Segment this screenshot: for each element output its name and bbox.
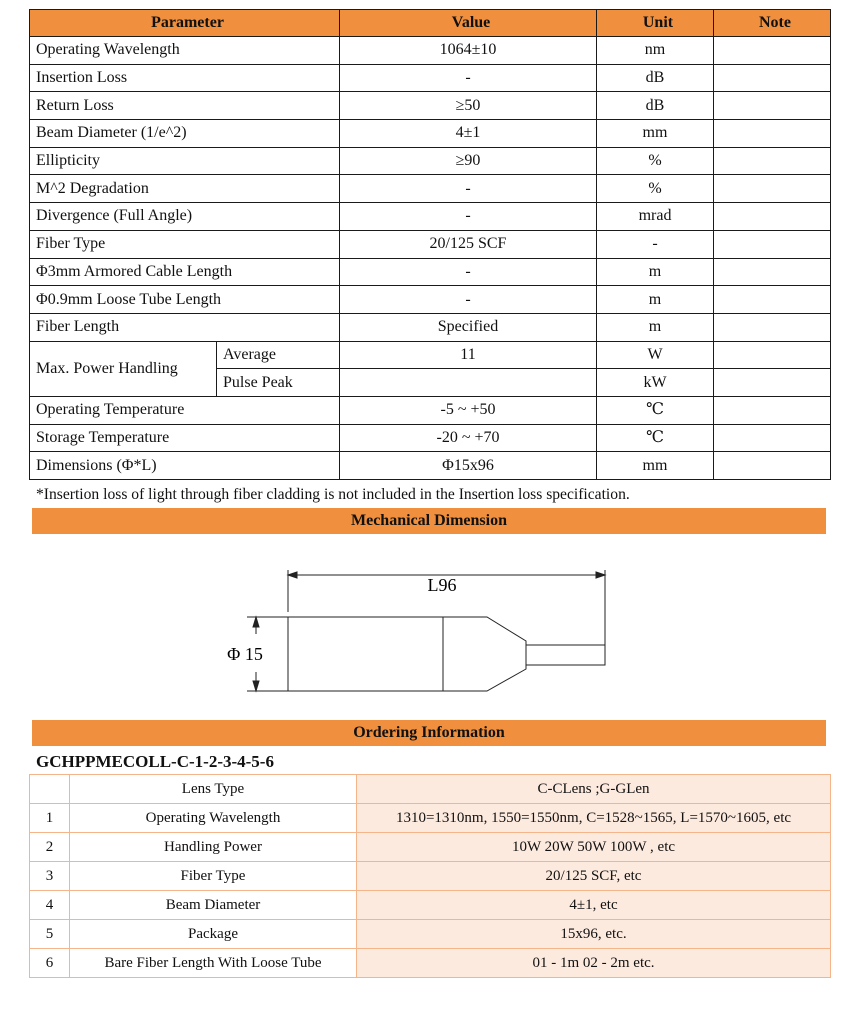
spec-parameter: Ellipticity	[30, 147, 340, 175]
order-name: Fiber Type	[70, 862, 357, 891]
power-pulse-label: Pulse Peak	[217, 369, 340, 397]
diameter-label: Φ 15	[227, 644, 263, 664]
spec-unit: mm	[597, 452, 714, 480]
order-index: 6	[30, 949, 70, 978]
order-name: Handling Power	[70, 833, 357, 862]
spec-unit: %	[597, 147, 714, 175]
spec-unit: ℃	[597, 396, 714, 424]
order-index: 1	[30, 804, 70, 833]
spec-parameter: Storage Temperature	[30, 424, 340, 452]
spec-parameter: Return Loss	[30, 92, 340, 120]
spec-unit: mrad	[597, 203, 714, 231]
order-name: Package	[70, 920, 357, 949]
order-name: Bare Fiber Length With Loose Tube	[70, 949, 357, 978]
spec-unit: m	[597, 286, 714, 314]
footnote: *Insertion loss of light through fiber cladding is not included in the Insertion loss specification.	[36, 486, 630, 503]
order-index	[30, 775, 70, 804]
spec-unit: dB	[597, 64, 714, 92]
spec-unit: -	[597, 230, 714, 258]
power-average-unit: W	[597, 341, 714, 369]
spec-value: -	[340, 175, 597, 203]
spec-unit: m	[597, 258, 714, 286]
part-number: GCHPPMECOLL-C-1-2-3-4-5-6	[36, 752, 274, 771]
spec-value: -20 ~ +70	[340, 424, 597, 452]
spec-value: 4±1	[340, 120, 597, 148]
spec-parameter: Dimensions (Φ*L)	[30, 452, 340, 480]
spec-parameter: Beam Diameter (1/e^2)	[30, 120, 340, 148]
length-label: L96	[427, 575, 457, 595]
order-row	[30, 920, 831, 949]
order-row	[30, 891, 831, 920]
spec-value: -5 ~ +50	[340, 396, 597, 424]
power-average-value: 11	[340, 341, 597, 369]
ordering-table	[29, 774, 831, 978]
order-value: 1310=1310nm, 1550=1550nm, C=1528~1565, L=1570~1605, etc	[357, 804, 831, 833]
arrow-right	[596, 572, 605, 578]
order-row	[30, 775, 831, 804]
spec-unit: mm	[597, 120, 714, 148]
power-average-label: Average	[217, 341, 340, 369]
power-pulse-unit: kW	[597, 369, 714, 397]
ordering-title: Ordering Information	[32, 720, 826, 746]
spec-parameter: Operating Wavelength	[30, 37, 340, 65]
order-value: 10W 20W 50W 100W , etc	[357, 833, 831, 862]
header-value: Value	[340, 10, 597, 37]
collimator-body	[288, 617, 443, 691]
arrow-left	[288, 572, 297, 578]
spec-value: ≥90	[340, 147, 597, 175]
order-index: 5	[30, 920, 70, 949]
mechanical-title: Mechanical Dimension	[32, 508, 826, 534]
spec-parameter: Fiber Length	[30, 313, 340, 341]
spec-parameter: Φ3mm Armored Cable Length	[30, 258, 340, 286]
spec-value: 20/125 SCF	[340, 230, 597, 258]
order-index: 2	[30, 833, 70, 862]
order-row	[30, 949, 831, 978]
order-name: Beam Diameter	[70, 891, 357, 920]
spec-parameter: Φ0.9mm Loose Tube Length	[30, 286, 340, 314]
spec-parameter: M^2 Degradation	[30, 175, 340, 203]
spec-value: -	[340, 64, 597, 92]
spec-parameter: Divergence (Full Angle)	[30, 203, 340, 231]
spec-parameter: Fiber Type	[30, 230, 340, 258]
spec-value: Specified	[340, 313, 597, 341]
order-name: Operating Wavelength	[70, 804, 357, 833]
order-value: C-CLens ;G-GLen	[357, 775, 831, 804]
header-parameter: Parameter	[30, 10, 340, 37]
order-row	[30, 862, 831, 891]
order-row	[30, 833, 831, 862]
arrow-down	[253, 681, 259, 691]
power-parameter: Max. Power Handling	[30, 341, 217, 396]
spec-value: -	[340, 203, 597, 231]
spec-parameter: Operating Temperature	[30, 396, 340, 424]
order-value: 15x96, etc.	[357, 920, 831, 949]
header-note: Note	[714, 10, 831, 37]
order-value: 20/125 SCF, etc	[357, 862, 831, 891]
spec-value: -	[340, 286, 597, 314]
spec-unit: dB	[597, 92, 714, 120]
spec-value: -	[340, 258, 597, 286]
spec-value: 1064±10	[340, 37, 597, 65]
header-unit: Unit	[597, 10, 714, 37]
spec-unit: nm	[597, 37, 714, 65]
arrow-up	[253, 617, 259, 627]
spec-value: Φ15x96	[340, 452, 597, 480]
spec-unit: %	[597, 175, 714, 203]
collimator-taper	[443, 617, 526, 691]
order-row	[30, 804, 831, 833]
order-index: 3	[30, 862, 70, 891]
order-index: 4	[30, 891, 70, 920]
spec-unit: ℃	[597, 424, 714, 452]
order-value: 01 - 1m 02 - 2m etc.	[357, 949, 831, 978]
spec-parameter: Insertion Loss	[30, 64, 340, 92]
spec-unit: m	[597, 313, 714, 341]
order-value: 4±1, etc	[357, 891, 831, 920]
spec-value: ≥50	[340, 92, 597, 120]
fiber-tube	[526, 645, 605, 665]
ordering-body	[30, 775, 831, 978]
order-name: Lens Type	[70, 775, 357, 804]
